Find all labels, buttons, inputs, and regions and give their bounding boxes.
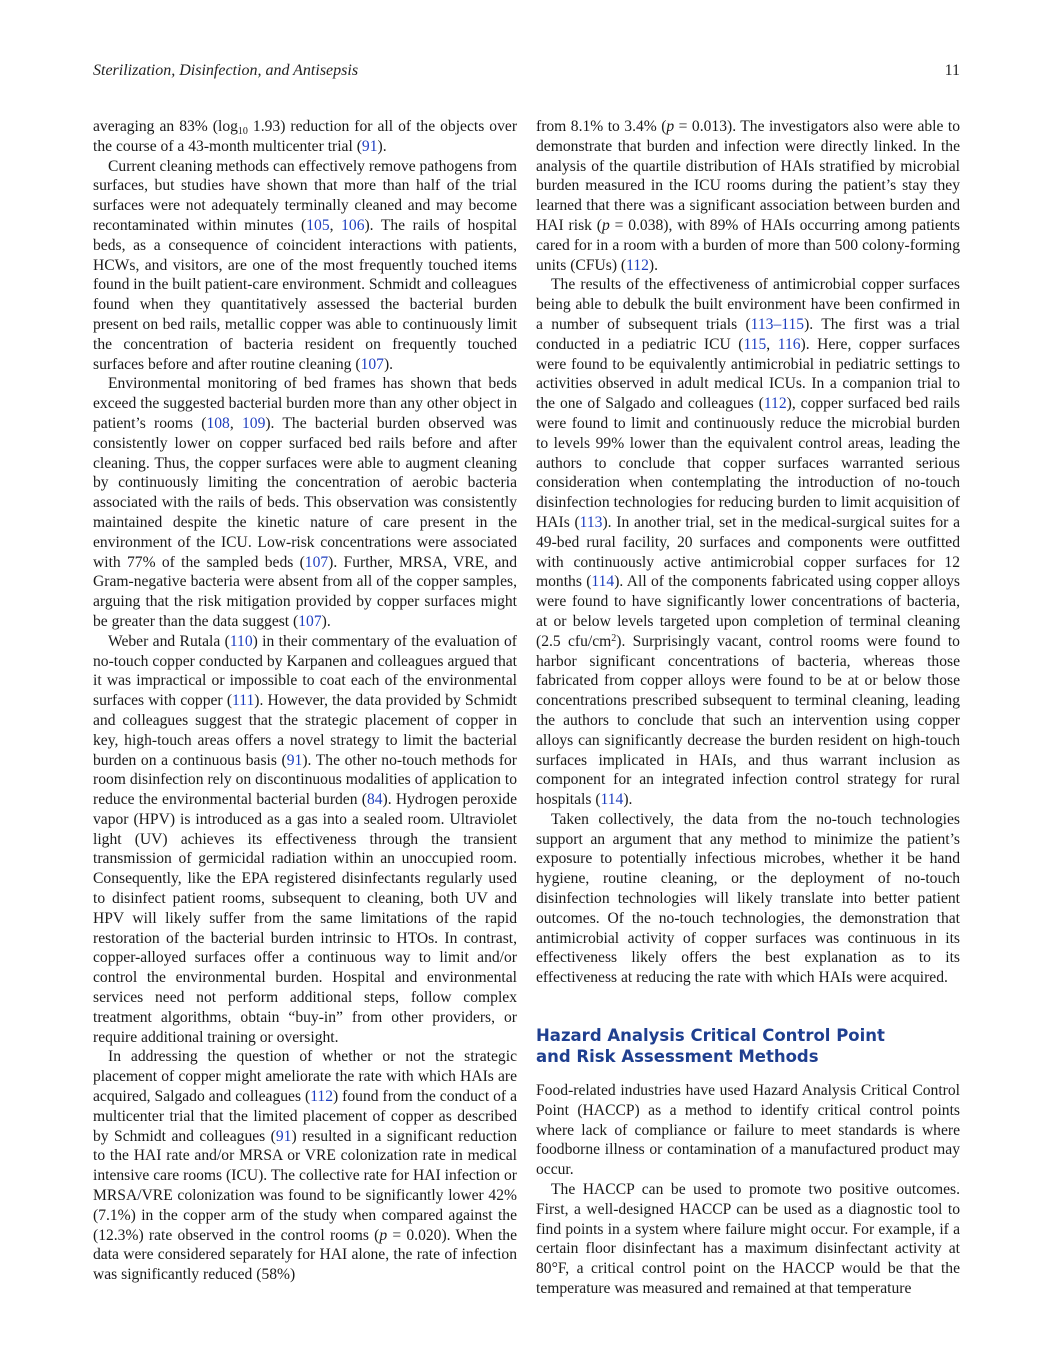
- left-column: [93, 117, 517, 1285]
- citation-link[interactable]: 109: [241, 414, 266, 432]
- paragraph: The results of the effectiveness of antimicrobial copper surfaces being able to debulk the built environment have been confirmed in a number of subsequent trials (113–115). The first was a trial conducted in a pediatric ICU (115, 116). Here, copper surfaces were found to be equivalently antimicrobial in pediatric settings to activities observed in adult medical ICUs. In a companion trial to the one of Salgado and colleagues (112), copper surfaced bed rails were found to limit and continuously reduce the microbial burden to levels 99% lower than the equivalent control areas, leading the authors to conclude that copper surfaces warranted serious consideration when contemplating the introduction of no-touch disinfection technologies for reducing burden to limit acquisition of HAIs (113). In another trial, set in the medical-surgical suites for a 49-bed rural facility, 20 surfaces and components were outfitted with continuously active antimicrobial copper surfaces for 12 months (114). All of the components fabricated using copper alloys were found to have significantly lower concentrations of bacteria, at or below levels targeted upon completion of terminal cleaning (2.5 cfu/$cm^2$). Surprisingly vacant, control rooms were found to harbor significant concentrations of bacteria, whereas those fabricated from copper alloys were found to be at or below those concentrations prescribed subsequent to terminal cleaning, leading the authors to conclude that such an intervention using copper alloys can significantly decrease the burden resident on high-touch surfaces implicated in HAIs, and thus warrant inclusion as component for an integrated infection control strategy for rural hospitals (114).: [536, 276, 961, 809]
- citation-link[interactable]: 114: [591, 573, 615, 591]
- citation-link[interactable]: 111: [232, 692, 255, 710]
- paragraph: Food-related industries have used Hazard Analysis Critical Control Point (HACCP) as a method to identify critical control points where lack of compliance or failure to meet standards is where foodborne illness or contamination of a manufactured product may occur.: [536, 1082, 960, 1179]
- paragraph: In addressing the question of whether or not the strategic placement of copper might ameliorate the rate with which HAIs are acquired, Salgado and colleagues (112) found from the conduct of a multicenter trial that the limited placement of copper as described by Schmidt and colleagues (91) resulted in a significant reduction to the HAI rate and/or MRSA or VRE colonization rate in medical intensive care rooms (ICU). The collective rate for HAI infection or MRSA/VRE colonization was found to be significantly lower 42% (7.1%) in the copper arm of the study when compared against the (12.3%) rate observed in the control rooms (p = 0.020). When the data were considered separately for HAI alone, the rate of infection was significantly reduced (58%): [93, 1048, 518, 1284]
- citation-link[interactable]: 113: [579, 513, 603, 531]
- paragraph: averaging an 83% ($\log_{10}$ 1.93) reduction for all of the objects over the course of a 43-month multicenter trial (91).: [93, 118, 518, 155]
- page-number: 11: [944, 62, 960, 79]
- citation-link[interactable]: 84: [366, 791, 383, 809]
- citation-link[interactable]: 91: [361, 137, 378, 155]
- citation-link[interactable]: 112: [310, 1088, 333, 1106]
- citation-link[interactable]: 115: [743, 335, 767, 353]
- paragraph: Environmental monitoring of bed frames has shown that beds exceed the suggested bacterial burden more than any other object in patient’s rooms (108, 109). The bacterial burden observed was consistently lower on copper surfaced bed rails before and after cleaning. Thus, the copper surfaces were able to augment cleaning by continuously limiting the concentration of aerobic bacteria associated with the rails of beds. This observation was consistently maintained despite the kinetic nature of care present in the environment of the ICU. Low-risk concentrations were associated with 77% of the sampled beds (107). Further, MRSA, VRE, and Gram-negative bacteria were absent from all of the copper samples, arguing that the risk mitigation provided by copper surfaces might be greater than the data suggest (107).: [93, 375, 518, 630]
- citation-link[interactable]: 107: [360, 355, 384, 373]
- citation-link[interactable]: 114: [600, 791, 624, 809]
- citation-link[interactable]: 112: [626, 256, 649, 274]
- citation-link[interactable]: 106: [341, 216, 365, 234]
- paragraph: Weber and Rutala (110) in their commentary of the evaluation of no-touch copper conducted by Karpanen and colleagues argued that it was impractical or impossible to coat each of the environmental surfaces with copper (111). However, the data provided by Schmidt and colleagues suggest that the strategic placement of copper in key, high-touch areas offers a novel strategy to limit the bacterial burden on a continuous basis (91). The other no-touch methods for room disinfection rely on discontinuous modalities of application to reduce the environmental bacterial burden (84). Hydrogen peroxide vapor (HPV) is introduced as a gas into a sealed room. Ultraviolet light (UV) achieves its effectiveness through the transient transmission of germicidal radiation within an unoccupied room. Consequently, like the EPA registered disinfectants regularly used to disinfect patient rooms, subsequent to cleaning, both UV and HPV will likely suffer from the same limitations of the rapid restoration of the bacterial burden intrinsic to HTOs. In contrast, copper-alloyed surfaces offer a continuous way to limit and/or control the environmental burden. Hospital and environmental services need not perform additional steps, follow complex treatment algorithms, obtain “buy-in” from other providers, or require additional training or oversight.: [93, 632, 518, 1046]
- citation-link[interactable]: 107: [298, 612, 322, 630]
- paragraph: from 8.1% to 3.4% (p = 0.013). The investigators also were able to demonstrate that burden and infection were directly linked. In the analysis of the quartile distribution of HAIs stratified by microbial burden measured in the ICU rooms during the patient’s stay they learned that there was a significant association between burden and HAI risk (p = 0.038), with 89% of HAIs occurring among patients cared for in a room with a burden of more than 500 colony-forming units (CFUs) (112).: [536, 118, 960, 274]
- citation-link[interactable]: 107: [304, 553, 329, 571]
- citation-link[interactable]: 113–115: [750, 315, 805, 333]
- citation-link[interactable]: 91: [286, 751, 303, 769]
- paragraph: Taken collectively, the data from the no-touch technologies support an argument that any method to minimize the patient’s exposure to potentially infectious microbes, whether it be hand hygiene, routine cleaning, or the deployment of no-touch disinfection technologies will likely translate into better patient outcomes. Of the no-touch technologies, the demonstration that antimicrobial activity of copper surfaces was continuous in its effectiveness likely offers the best explanation as to its effectiveness at reducing the rate with which HAIs were acquired.: [536, 810, 960, 987]
- section-heading: Hazard Analysis Critical Control Point and Risk Assessment Methods: [536, 1026, 885, 1067]
- citation-link[interactable]: 116: [777, 335, 801, 353]
- citation-link[interactable]: 112: [763, 395, 787, 413]
- paragraph: Current cleaning methods can effectively remove pathogens from surfaces, but studies have shown that more than half of the trial surfaces were not adequately terminally cleaned and may become recontaminated within minutes (105, 106). The rails of hospital beds, as a consequence of coincident interactions with patients, HCWs, and visitors, are one of the most frequently touched items found in the built patient-care environment. Schmidt and colleagues found when they quantitatively assessed the bacterial burden present on bed rails, metallic copper was able to continuously limit the concentration of bacteria resident on frequently touched surfaces before and after routine cleaning (107).: [93, 157, 518, 373]
- running-header: [93, 62, 960, 80]
- citation-link[interactable]: 105: [306, 216, 330, 234]
- right-column: [536, 117, 960, 1299]
- running-title: Sterilization, Disinfection, and Antisepsis: [93, 62, 359, 79]
- citation-link[interactable]: 91: [275, 1127, 292, 1145]
- paragraph: The HACCP can be used to promote two positive outcomes. First, a well-designed HACCP can be used as a diagnostic tool to find points in a system where failure might occur. For example, if a certain floor disinfectant has a maximum disinfectant activity at 80°F, a critical control point on the HACCP would be that the temperature was measured and remained at that temperature: [536, 1181, 960, 1298]
- citation-link[interactable]: 108: [206, 414, 230, 432]
- citation-link[interactable]: 110: [229, 632, 253, 650]
